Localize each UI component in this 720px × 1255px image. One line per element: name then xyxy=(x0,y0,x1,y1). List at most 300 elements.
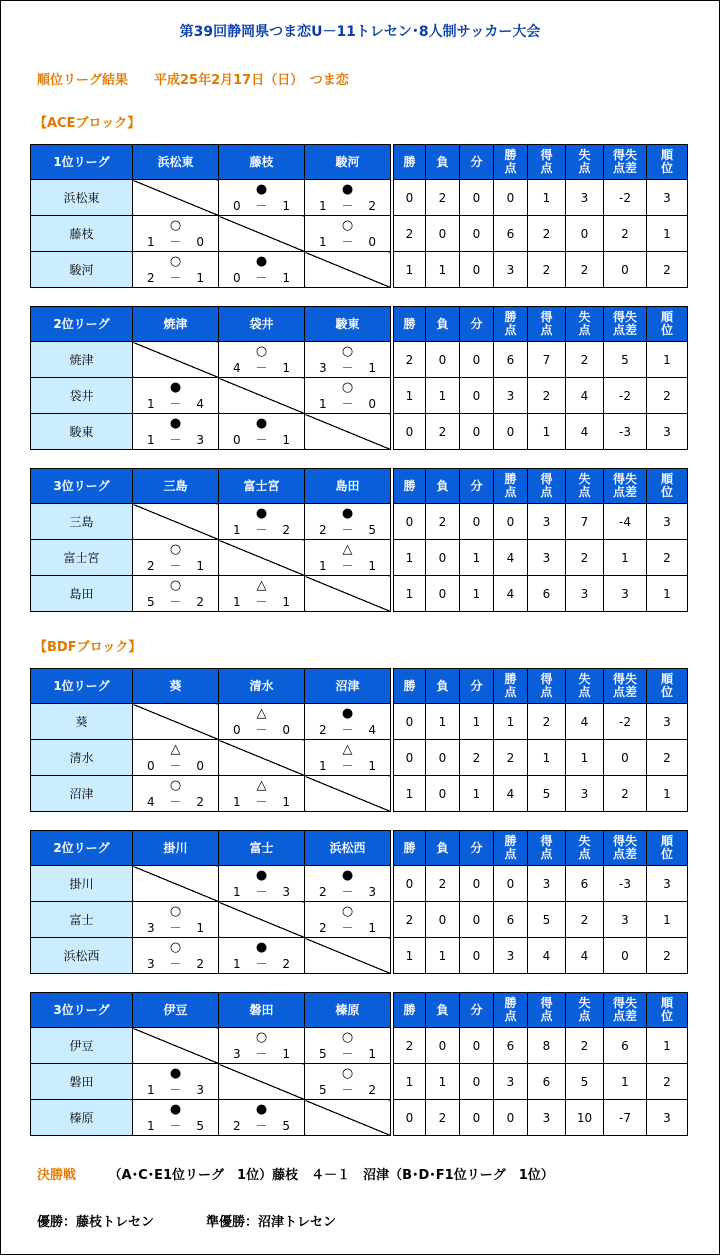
score-against: 5 xyxy=(282,1119,290,1133)
stat-value: 0 xyxy=(494,180,528,216)
team-header: 富士 xyxy=(219,831,305,866)
score-against: 2 xyxy=(282,523,290,537)
team-header: 伊豆 xyxy=(133,993,219,1028)
score-for: 0 xyxy=(233,433,241,447)
stat-value: 0 xyxy=(394,740,426,776)
stat-value: 1 xyxy=(426,704,460,740)
score-dash: － xyxy=(341,523,354,537)
stat-header: 分 xyxy=(460,307,494,342)
score-against: 2 xyxy=(196,595,204,609)
result-mark: ○ xyxy=(169,778,182,793)
stat-value: 2 xyxy=(647,252,688,288)
match-score xyxy=(133,921,218,935)
stat-value: 0 xyxy=(494,504,528,540)
match-score xyxy=(305,559,390,573)
stat-value: 0 xyxy=(604,740,647,776)
score-dash: － xyxy=(169,397,182,411)
page-subtitle: 順位リーグ結果 平成25年2月17日（日） つま恋 xyxy=(37,73,349,88)
score-dash: － xyxy=(169,1119,182,1133)
team-name: 浜松西 xyxy=(31,938,133,974)
table-row xyxy=(31,938,688,974)
table-row xyxy=(31,1100,688,1136)
match-score xyxy=(133,235,218,249)
stat-header: 失 点 xyxy=(566,307,604,342)
match-result xyxy=(219,1028,305,1064)
match-result xyxy=(305,378,391,414)
league-table xyxy=(30,468,688,612)
stat-value: 0 xyxy=(460,1100,494,1136)
match-score xyxy=(133,271,218,285)
league-table xyxy=(30,144,688,288)
stat-value: 4 xyxy=(566,414,604,450)
stat-header: 負 xyxy=(426,307,460,342)
self-match xyxy=(305,414,391,450)
result-mark: ○ xyxy=(255,1030,268,1045)
stat-header: 失 点 xyxy=(566,993,604,1028)
team-header: 沼津 xyxy=(305,669,391,704)
block-label: 【ACEブロック】 xyxy=(34,116,141,131)
stat-value: 0 xyxy=(460,378,494,414)
stat-value: 0 xyxy=(394,180,426,216)
result-mark: ○ xyxy=(341,1030,354,1045)
stat-value: 1 xyxy=(460,540,494,576)
stat-value: 2 xyxy=(426,504,460,540)
self-match xyxy=(133,866,219,902)
stat-header: 順 位 xyxy=(647,307,688,342)
final-result: （A･C･E1位リーグ 1位）藤枝 ４－１ 沼津（B･D･F1位リーグ 1位） xyxy=(76,1168,554,1183)
match-result xyxy=(219,576,305,612)
self-match xyxy=(219,216,305,252)
table-row xyxy=(31,378,688,414)
team-name: 浜松東 xyxy=(31,180,133,216)
result-mark: ○ xyxy=(169,542,182,557)
score-dash: － xyxy=(341,397,354,411)
result-mark: ○ xyxy=(169,218,182,233)
stat-value: 1 xyxy=(394,252,426,288)
stat-value: 1 xyxy=(604,1064,647,1100)
score-against: 5 xyxy=(196,1119,204,1133)
stat-value: 2 xyxy=(426,866,460,902)
stat-header: 得失 点差 xyxy=(604,469,647,504)
stat-value: 6 xyxy=(494,1028,528,1064)
score-dash: － xyxy=(255,199,268,213)
result-mark: ● xyxy=(341,506,354,521)
table-row xyxy=(31,180,688,216)
team-header: 三島 xyxy=(133,469,219,504)
final-match xyxy=(37,1164,554,1183)
stat-value: 0 xyxy=(426,740,460,776)
stat-header: 得失 点差 xyxy=(604,145,647,180)
match-result xyxy=(133,378,219,414)
score-for: 5 xyxy=(147,595,155,609)
stat-value: 0 xyxy=(426,540,460,576)
result-mark: ● xyxy=(255,182,268,197)
score-for: 0 xyxy=(233,271,241,285)
stat-value: 6 xyxy=(494,342,528,378)
score-dash: － xyxy=(341,723,354,737)
result-mark: ● xyxy=(255,254,268,269)
stat-value: -3 xyxy=(604,866,647,902)
score-against: 1 xyxy=(282,361,290,375)
stat-value: 0 xyxy=(460,414,494,450)
table-row xyxy=(31,902,688,938)
self-match xyxy=(305,576,391,612)
stat-value: -7 xyxy=(604,1100,647,1136)
score-dash: － xyxy=(341,759,354,773)
match-score xyxy=(305,1083,390,1097)
match-score xyxy=(133,795,218,809)
stat-value: 1 xyxy=(528,740,566,776)
stat-value: 3 xyxy=(528,866,566,902)
match-result xyxy=(219,704,305,740)
score-against: 1 xyxy=(282,433,290,447)
stat-value: 3 xyxy=(494,252,528,288)
stat-value: 2 xyxy=(604,776,647,812)
score-dash: － xyxy=(341,885,354,899)
league-name: 2位リーグ xyxy=(31,307,133,342)
league-table xyxy=(30,306,688,450)
stat-header: 失 点 xyxy=(566,145,604,180)
team-header: 島田 xyxy=(305,469,391,504)
stat-value: 0 xyxy=(394,414,426,450)
score-for: 0 xyxy=(147,759,155,773)
stat-value: 1 xyxy=(604,540,647,576)
stat-value: 1 xyxy=(394,576,426,612)
match-score xyxy=(219,885,304,899)
stat-value: 7 xyxy=(528,342,566,378)
stat-value: 3 xyxy=(647,504,688,540)
match-result xyxy=(219,180,305,216)
match-score xyxy=(133,1083,218,1097)
result-mark: ○ xyxy=(169,578,182,593)
stat-value: 10 xyxy=(566,1100,604,1136)
stat-header: 得失 点差 xyxy=(604,307,647,342)
stat-value: 6 xyxy=(604,1028,647,1064)
match-score xyxy=(219,1047,304,1061)
self-match xyxy=(219,540,305,576)
score-for: 1 xyxy=(147,1119,155,1133)
match-result xyxy=(305,1028,391,1064)
team-name: 沼津 xyxy=(31,776,133,812)
team-header: 磐田 xyxy=(219,993,305,1028)
score-for: 1 xyxy=(233,957,241,971)
score-for: 1 xyxy=(147,1083,155,1097)
score-against: 2 xyxy=(196,957,204,971)
stat-value: 0 xyxy=(394,704,426,740)
match-score xyxy=(305,759,390,773)
match-result xyxy=(219,1100,305,1136)
score-for: 0 xyxy=(233,723,241,737)
stat-value: 2 xyxy=(566,342,604,378)
stat-value: 2 xyxy=(528,378,566,414)
table-row xyxy=(31,576,688,612)
stat-value: 7 xyxy=(566,504,604,540)
score-dash: － xyxy=(255,795,268,809)
result-mark: ● xyxy=(169,416,182,431)
match-score xyxy=(133,397,218,411)
team-name: 島田 xyxy=(31,576,133,612)
stat-value: 3 xyxy=(494,1064,528,1100)
match-result xyxy=(133,216,219,252)
result-mark: ● xyxy=(255,416,268,431)
stat-header: 勝 点 xyxy=(494,469,528,504)
score-against: 3 xyxy=(282,885,290,899)
score-for: 1 xyxy=(319,235,327,249)
score-for: 1 xyxy=(233,595,241,609)
stat-value: -2 xyxy=(604,704,647,740)
score-against: 0 xyxy=(196,759,204,773)
match-result xyxy=(305,866,391,902)
stat-header: 分 xyxy=(460,669,494,704)
match-score xyxy=(305,885,390,899)
team-name: 富士 xyxy=(31,902,133,938)
stat-value: 1 xyxy=(647,902,688,938)
score-for: 1 xyxy=(319,759,327,773)
result-mark: △ xyxy=(256,578,267,593)
match-score xyxy=(305,723,390,737)
stat-value: 3 xyxy=(566,180,604,216)
stat-value: 0 xyxy=(494,414,528,450)
stat-value: 3 xyxy=(528,504,566,540)
stat-value: 0 xyxy=(460,1028,494,1064)
stat-value: 0 xyxy=(604,252,647,288)
winners-line: 優勝：藤枝トレセン 準優勝：沼津トレセン xyxy=(37,1215,337,1230)
result-mark: ● xyxy=(341,706,354,721)
result-mark: ● xyxy=(169,380,182,395)
match-result xyxy=(305,740,391,776)
score-for: 3 xyxy=(319,361,327,375)
score-dash: － xyxy=(341,1083,354,1097)
team-header: 富士宮 xyxy=(219,469,305,504)
stat-value: 2 xyxy=(394,902,426,938)
team-name: 焼津 xyxy=(31,342,133,378)
stat-value: 1 xyxy=(494,704,528,740)
stat-value: 2 xyxy=(566,902,604,938)
score-for: 0 xyxy=(233,199,241,213)
stat-value: 3 xyxy=(566,776,604,812)
match-result xyxy=(219,866,305,902)
stat-value: 5 xyxy=(604,342,647,378)
score-dash: － xyxy=(255,433,268,447)
stat-header: 勝 点 xyxy=(494,831,528,866)
match-score xyxy=(305,361,390,375)
match-result xyxy=(305,902,391,938)
result-mark: ○ xyxy=(255,344,268,359)
block-label: 【BDFブロック】 xyxy=(34,640,142,655)
score-dash: － xyxy=(169,433,182,447)
team-header: 榛原 xyxy=(305,993,391,1028)
score-dash: － xyxy=(169,271,182,285)
match-result xyxy=(219,938,305,974)
stat-header: 順 位 xyxy=(647,145,688,180)
score-against: 4 xyxy=(196,397,204,411)
score-for: 1 xyxy=(147,397,155,411)
stat-value: 0 xyxy=(394,504,426,540)
stat-value: 6 xyxy=(528,1064,566,1100)
stat-value: 2 xyxy=(494,740,528,776)
result-mark: ○ xyxy=(341,218,354,233)
self-match xyxy=(133,180,219,216)
page-title: 第39回静岡県つま恋U－11トレセン･8人制サッカー大会 xyxy=(179,24,541,40)
result-mark: △ xyxy=(256,706,267,721)
match-score xyxy=(133,595,218,609)
result-mark: △ xyxy=(170,742,181,757)
table-row xyxy=(31,504,688,540)
match-score xyxy=(305,1047,390,1061)
stat-header: 勝 点 xyxy=(494,307,528,342)
score-for: 2 xyxy=(147,559,155,573)
result-mark: ● xyxy=(255,1102,268,1117)
final-label: 決勝戦 xyxy=(37,1168,77,1183)
score-dash: － xyxy=(169,921,182,935)
team-name: 磐田 xyxy=(31,1064,133,1100)
result-mark: △ xyxy=(342,742,353,757)
team-name: 清水 xyxy=(31,740,133,776)
stat-value: 3 xyxy=(647,866,688,902)
score-for: 3 xyxy=(147,957,155,971)
self-match xyxy=(133,342,219,378)
match-result xyxy=(133,252,219,288)
stat-value: 0 xyxy=(426,1028,460,1064)
stat-header: 分 xyxy=(460,831,494,866)
result-mark: ○ xyxy=(341,904,354,919)
stat-value: -3 xyxy=(604,414,647,450)
result-mark: ○ xyxy=(169,904,182,919)
stat-value: 1 xyxy=(566,740,604,776)
score-dash: － xyxy=(341,1047,354,1061)
match-result xyxy=(133,1064,219,1100)
stat-value: 0 xyxy=(460,216,494,252)
score-against: 2 xyxy=(282,957,290,971)
table-row xyxy=(31,342,688,378)
table-row xyxy=(31,252,688,288)
stat-value: 1 xyxy=(528,180,566,216)
match-score xyxy=(305,523,390,537)
self-match xyxy=(133,1028,219,1064)
match-score xyxy=(219,199,304,213)
stat-value: 2 xyxy=(604,216,647,252)
stat-value: 1 xyxy=(394,378,426,414)
match-result xyxy=(133,540,219,576)
stat-value: 0 xyxy=(460,902,494,938)
stat-value: 0 xyxy=(566,216,604,252)
stat-header: 順 位 xyxy=(647,669,688,704)
score-against: 0 xyxy=(368,397,376,411)
stat-value: 6 xyxy=(494,902,528,938)
score-against: 1 xyxy=(368,361,376,375)
score-dash: － xyxy=(169,759,182,773)
score-dash: － xyxy=(255,1047,268,1061)
stat-value: 1 xyxy=(394,776,426,812)
score-for: 2 xyxy=(319,921,327,935)
score-against: 1 xyxy=(282,199,290,213)
stat-header: 勝 xyxy=(394,993,426,1028)
stat-header: 負 xyxy=(426,669,460,704)
self-match xyxy=(219,378,305,414)
stat-value: 1 xyxy=(426,252,460,288)
stat-header: 負 xyxy=(426,145,460,180)
stat-value: 4 xyxy=(528,938,566,974)
match-result xyxy=(133,740,219,776)
score-against: 1 xyxy=(368,921,376,935)
score-for: 1 xyxy=(319,559,327,573)
team-name: 伊豆 xyxy=(31,1028,133,1064)
match-result xyxy=(219,776,305,812)
stat-value: 3 xyxy=(647,1100,688,1136)
league-name: 1位リーグ xyxy=(31,145,133,180)
score-dash: － xyxy=(255,271,268,285)
stat-header: 順 位 xyxy=(647,993,688,1028)
result-mark: ● xyxy=(169,1066,182,1081)
stat-header: 勝 xyxy=(394,469,426,504)
stat-value: 1 xyxy=(426,938,460,974)
stat-value: 0 xyxy=(494,866,528,902)
self-match xyxy=(219,1064,305,1100)
match-result xyxy=(219,252,305,288)
stat-value: 1 xyxy=(647,776,688,812)
score-against: 1 xyxy=(282,795,290,809)
score-for: 2 xyxy=(319,723,327,737)
score-for: 4 xyxy=(147,795,155,809)
team-name: 榛原 xyxy=(31,1100,133,1136)
league-name: 2位リーグ xyxy=(31,831,133,866)
score-against: 4 xyxy=(368,723,376,737)
team-name: 駿河 xyxy=(31,252,133,288)
stat-header: 得失 点差 xyxy=(604,993,647,1028)
score-dash: － xyxy=(341,559,354,573)
match-result xyxy=(133,1100,219,1136)
stat-header: 得失 点差 xyxy=(604,669,647,704)
stat-header: 勝 点 xyxy=(494,145,528,180)
self-match xyxy=(305,252,391,288)
score-against: 3 xyxy=(196,1083,204,1097)
match-score xyxy=(133,759,218,773)
score-for: 1 xyxy=(233,885,241,899)
match-score xyxy=(133,957,218,971)
table-row xyxy=(31,740,688,776)
result-mark: ● xyxy=(169,1102,182,1117)
stat-header: 得失 点差 xyxy=(604,831,647,866)
team-header: 浜松東 xyxy=(133,145,219,180)
stat-value: 3 xyxy=(604,902,647,938)
result-mark: ● xyxy=(341,868,354,883)
score-against: 0 xyxy=(196,235,204,249)
self-match xyxy=(305,1100,391,1136)
match-result xyxy=(219,342,305,378)
stat-value: -2 xyxy=(604,180,647,216)
stat-value: 0 xyxy=(426,776,460,812)
stat-value: 4 xyxy=(566,378,604,414)
stat-value: 6 xyxy=(494,216,528,252)
league-table xyxy=(30,992,688,1136)
stat-value: -4 xyxy=(604,504,647,540)
stat-value: 6 xyxy=(528,576,566,612)
score-dash: － xyxy=(169,795,182,809)
score-against: 2 xyxy=(368,199,376,213)
stat-value: 2 xyxy=(460,740,494,776)
stat-value: 1 xyxy=(394,938,426,974)
team-header: 袋井 xyxy=(219,307,305,342)
result-mark: ○ xyxy=(341,380,354,395)
result-mark: ○ xyxy=(341,344,354,359)
team-name: 葵 xyxy=(31,704,133,740)
league-name: 3位リーグ xyxy=(31,993,133,1028)
team-header: 焼津 xyxy=(133,307,219,342)
self-match xyxy=(219,902,305,938)
score-dash: － xyxy=(255,1119,268,1133)
stat-value: 3 xyxy=(647,180,688,216)
self-match xyxy=(133,704,219,740)
